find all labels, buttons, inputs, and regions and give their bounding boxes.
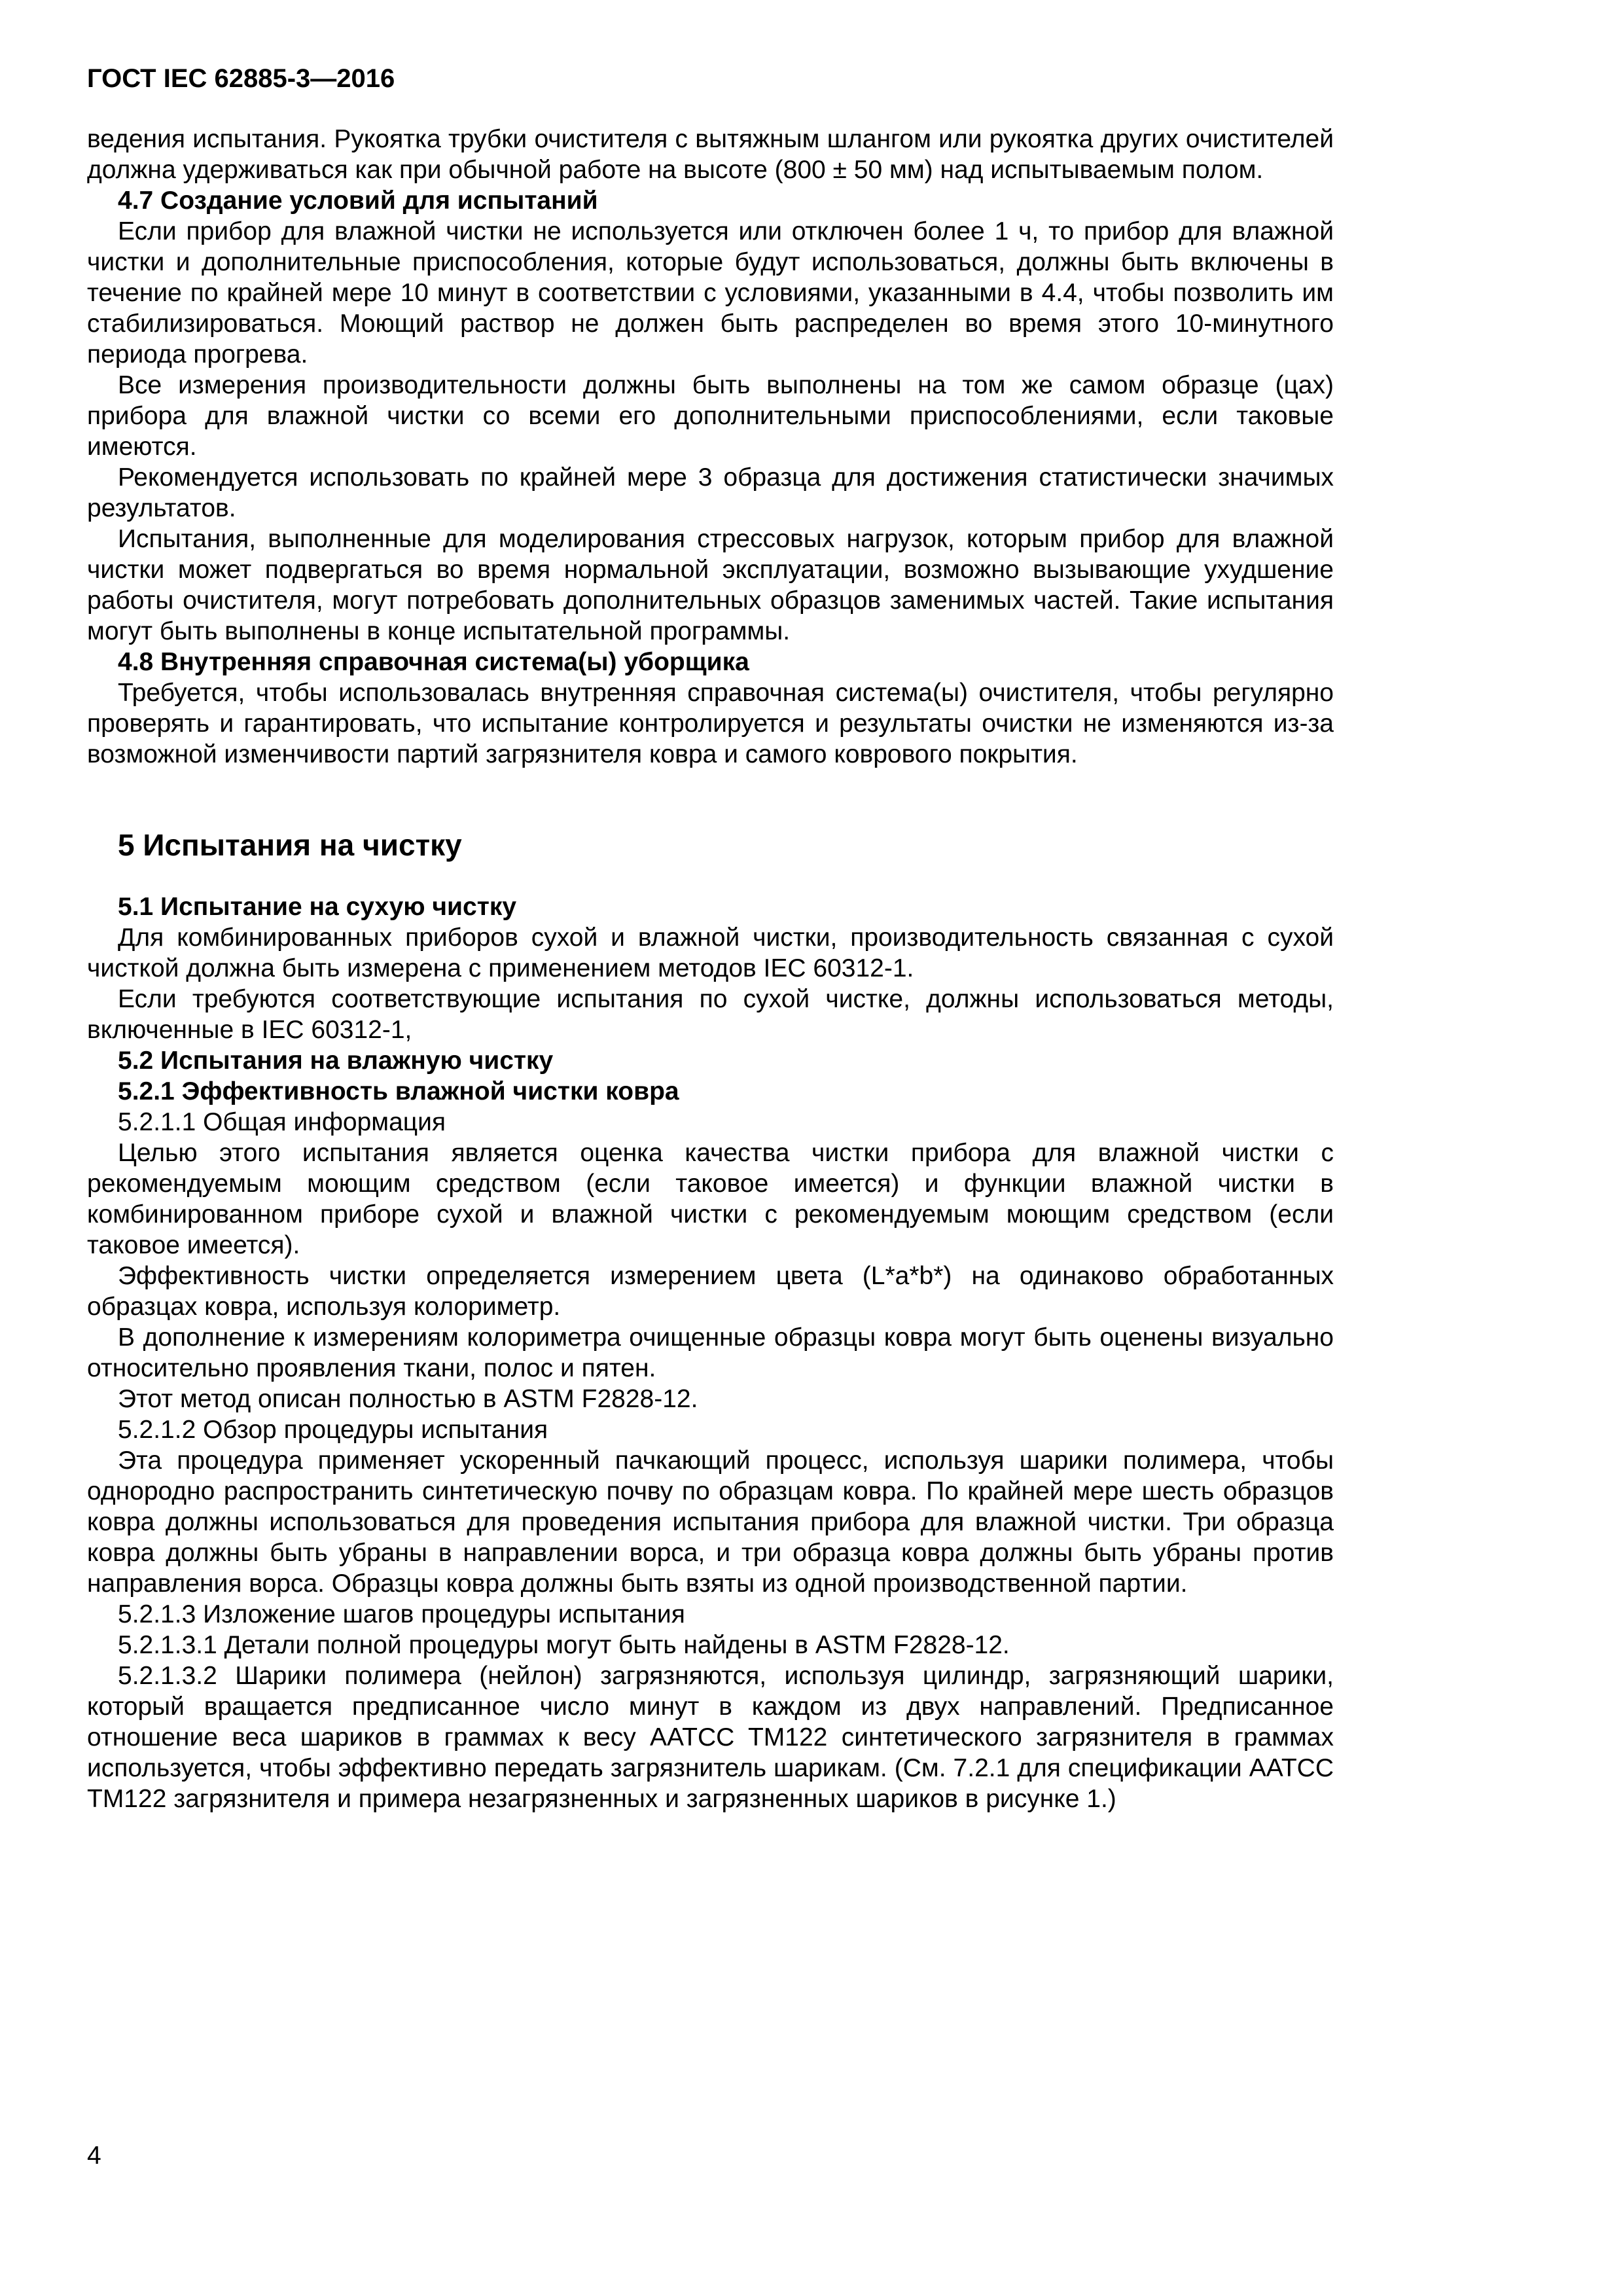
- paragraph: Если прибор для влажной чистки не используется или отключен более 1 ч, то прибор для влажной чистки и дополнительные приспособления, которые будут использоваться, должны быть включены в течение по крайней мере 10 минут в соответствии с условиями, указанными в 4.4, чтобы позволить им стабилизироваться. Моющий раствор не должен быть распределен во время этого 10-минутного периода прогрева.: [87, 217, 1334, 368]
- running-header: ГОСТ IEC 62885-3—2016: [87, 64, 395, 93]
- paragraph: Все измерения производительности должны быть выполнены на том же самом образце (цах) прибора для влажной чистки со всеми его дополнительными приспособлениями, если таковые имеются.: [87, 371, 1334, 461]
- page-number: 4: [87, 2142, 101, 2170]
- section-heading-5: 5 Испытания на чистку: [118, 828, 462, 862]
- subclause-heading-5-1: 5.1 Испытание на сухую чистку: [118, 893, 517, 921]
- text-column: [87, 64, 1334, 1814]
- subclause-heading-5-2: 5.2 Испытания на влажную чистку: [118, 1047, 554, 1075]
- paragraph: 5.2.1.3.2 Шарики полимера (нейлон) загрязняются, используя цилиндр, загрязняющий шарики, который вращается предписанное число минут в каждом из двух направлений. Предписанное отношение веса шариков в граммах к весу AATCC TM122 синтетического загрязнителя в граммах используется, чтобы эффективно передать загрязнитель шарикам. (См. 7.2.1 для спецификации AATCC TM122 загрязнителя и примера незагрязненных и загрязненных шариков в рисунке 1.): [87, 1662, 1334, 1813]
- paragraph-continuation: ведения испытания. Рукоятка трубки очистителя с вытяжным шлангом или рукоятка других очистителей должна удерживаться как при обычной работе на высоте (800 ± 50 мм) над испытываемым полом.: [87, 125, 1334, 184]
- subclause-heading-5-2-1-2: 5.2.1.2 Обзор процедуры испытания: [118, 1416, 548, 1444]
- paragraph: Для комбинированных приборов сухой и влажной чистки, производительность связанная с сухой чисткой должна быть измерена с применением методов IEC 60312-1.: [87, 924, 1334, 982]
- subclause-heading-4-7: 4.7 Создание условий для испытаний: [118, 187, 598, 215]
- paragraph: 5.2.1.3.1 Детали полной процедуры могут быть найдены в ASTM F2828-12.: [118, 1631, 1010, 1659]
- paragraph: В дополнение к измерениям колориметра очищенные образцы ковра могут быть оценены визуально относительно проявления ткани, полос и пятен.: [87, 1323, 1334, 1382]
- subclause-heading-5-2-1-3: 5.2.1.3 Изложение шагов процедуры испытания: [118, 1600, 685, 1628]
- paragraph: Целью этого испытания является оценка качества чистки прибора для влажной чистки с рекомендуемым моющим средством (если таковое имеется) и функции влажной чистки в комбинированном приборе сухой и влажной чистки с рекомендуемым моющим средством (если таковое имеется).: [87, 1139, 1334, 1259]
- subclause-heading-5-2-1: 5.2.1 Эффективность влажной чистки ковра: [118, 1077, 679, 1105]
- paragraph: Требуется, чтобы использовалась внутренняя справочная система(ы) очистителя, чтобы регулярно проверять и гарантировать, что испытание контролируется и результаты очистки не изменяются из-за возможной изменчивости партий загрязнителя ковра и самого коврового покрытия.: [87, 679, 1334, 768]
- paragraph: Испытания, выполненные для моделирования стрессовых нагрузок, которым прибор для влажной чистки может подвергаться во время нормальной эксплуатации, возможно вызывающие ухудшение работы очистителя, могут потребовать дополнительных образцов заменимых частей. Такие испытания могут быть выполнены в конце испытательной программы.: [87, 525, 1334, 645]
- paragraph: Рекомендуется использовать по крайней мере 3 образца для достижения статистически значимых результатов.: [87, 463, 1334, 522]
- paragraph: Этот метод описан полностью в ASTM F2828-12.: [118, 1385, 698, 1413]
- paragraph: Эта процедура применяет ускоренный пачкающий процесс, используя шарики полимера, чтобы однородно распространить синтетическую почву по образцам ковра. По крайней мере шесть образцов ковра должны использоваться для проведения испытания прибора для влажной чистки. Три образца ковра должны быть убраны в направлении ворса, и три образца ковра должны быть убраны против направления ворса. Образцы ковра должны быть взяты из одной производственной партии.: [87, 1446, 1334, 1598]
- paragraph: Если требуются соответствующие испытания по сухой чистке, должны использоваться методы, включенные в IEC 60312-1,: [87, 985, 1334, 1044]
- subclause-heading-5-2-1-1: 5.2.1.1 Общая информация: [118, 1108, 446, 1136]
- subclause-heading-4-8: 4.8 Внутренняя справочная система(ы) уборщика: [118, 648, 749, 676]
- paragraph: Эффективность чистки определяется измерением цвета (L*a*b*) на одинаково обработанных образцах ковра, используя колориметр.: [87, 1262, 1334, 1321]
